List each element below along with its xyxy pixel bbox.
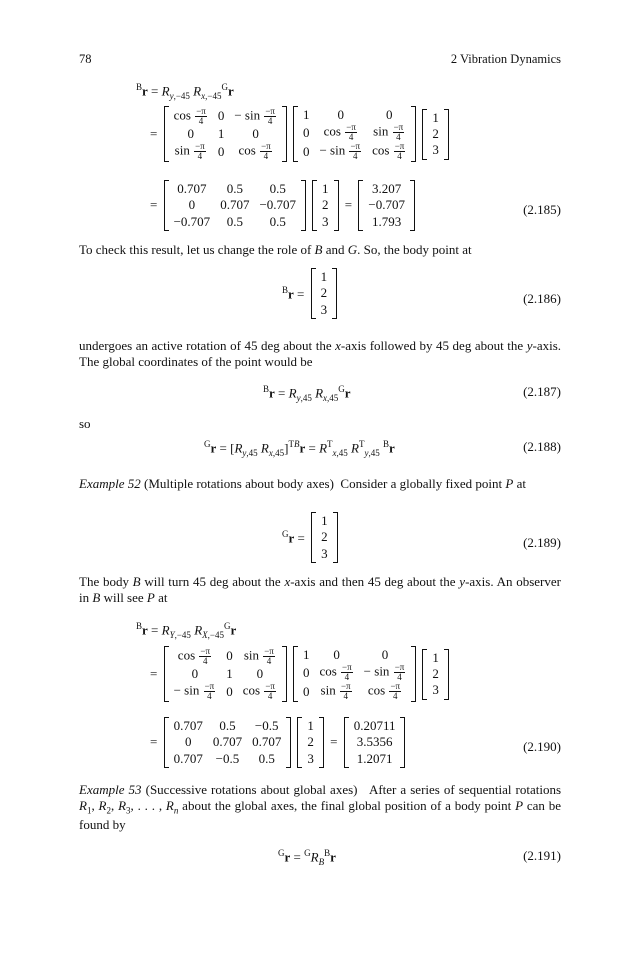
para-check-result: To check this result, let us change the role of B and G. So, the body point at (79, 242, 472, 257)
matrix-cell: 0 (217, 108, 225, 124)
matrix-cell: 1 (217, 126, 225, 141)
eq190-line2: = cos $\frac{-\pi}{4}$ 0 sin $\frac{-\pi}{4}$ 0 1 0 − sin $\frac{-\pi}{4}$ 0 cos $\frac{-\pi}{4}$ 1 0 0 0 cos $\frac{-\pi}{4}$ − sin $\frac{-\pi}{4}$ 0 sin $\frac{-\pi}{4}$ cos $\frac{-\pi}{4}$ 1 2 3 (150, 646, 452, 702)
fraction-minus-pi-over-4: $\frac{-\pi}{4}$ (346, 122, 356, 143)
matrix-cell: 0 (226, 683, 233, 699)
eq190-vector (422, 649, 449, 700)
matrix-cell: 0 (256, 666, 264, 681)
matrix-cell: −0.707 (259, 197, 297, 213)
matrix-cell: 3 (307, 750, 314, 766)
matrix-cell: 0 (226, 648, 233, 664)
eq189-vector (311, 512, 338, 563)
eq190-numeric-matrix (164, 717, 292, 768)
para-body-turn: The body B will turn 45 deg about the x-axis and then 45 deg about the y-axis. An observer in B will see P at (79, 574, 561, 606)
eq189-number: (2.189) (523, 535, 561, 550)
matrix-cell: 0.5 (219, 718, 236, 733)
eq185-result (358, 180, 415, 231)
eq191-number: (2.191) (523, 848, 561, 863)
matrix-cell: 2 (321, 529, 328, 545)
fraction-minus-pi-over-4: $\frac{-\pi}{4}$ (195, 141, 205, 162)
matrix-cell: 0 (252, 126, 259, 141)
matrix-cell: 0.707 (252, 734, 282, 750)
fraction-minus-pi-over-4: $\frac{-\pi}{4}$ (261, 141, 271, 162)
matrix-cell: cos $\frac{-\pi}{4}$ (173, 106, 206, 126)
example-52: Example 52 (Multiple rotations about body axes) Consider a globally fixed point P at (79, 476, 527, 491)
matrix-cell: 1 (432, 649, 439, 665)
matrix-cell: cos $\frac{-\pi}{4}$ (177, 646, 211, 666)
matrix-cell: −0.5 (215, 750, 240, 766)
eq189: $^G$r = 1 2 3 (282, 512, 341, 563)
eq185-matrix-ry (164, 106, 287, 162)
example-52-title: (Multiple rotations about body axes) (143, 476, 334, 491)
fraction-minus-pi-over-4: $\frac{-\pi}{4}$ (350, 141, 361, 162)
matrix-cell: 0 (302, 143, 310, 159)
matrix-cell: sin $\frac{-\pi}{4}$ (373, 122, 404, 143)
matrix-cell: 3.5356 (356, 734, 393, 750)
fraction-minus-pi-over-4: $\frac{-\pi}{4}$ (393, 122, 404, 143)
matrix-cell: 1.793 (372, 213, 402, 229)
matrix-cell: 1.2071 (356, 750, 393, 766)
matrix-cell: 0 (217, 143, 225, 159)
eq186: $^B$r = 1 2 3 (282, 268, 340, 319)
eq187-number: (2.187) (523, 384, 561, 399)
matrix-cell: −0.707 (368, 197, 405, 213)
fraction-minus-pi-over-4: $\frac{-\pi}{4}$ (394, 662, 405, 683)
eq185-line1: $^Br = R_{y,-45}$ $R_{x,-45}^Gr$ (136, 82, 234, 101)
eq185-matrix-rx (293, 106, 416, 162)
matrix-cell: 0.707 (212, 734, 243, 750)
matrix-cell: sin $\frac{-\pi}{4}$ (174, 141, 205, 162)
eq187: $^Br = R_{y,45}$ $R_{x,45}^Gr$ (263, 384, 351, 403)
matrix-cell: 0.707 (173, 750, 203, 766)
fraction-minus-pi-over-4: $\frac{-\pi}{4}$ (265, 681, 275, 702)
matrix-cell: 1 (302, 107, 310, 122)
fraction-minus-pi-over-4: $\frac{-\pi}{4}$ (342, 662, 352, 683)
matrix-cell: 3 (432, 682, 439, 698)
eq185-numeric-matrix (164, 180, 306, 231)
matrix-cell: 1 (320, 269, 328, 284)
eq191: $^Gr = ^GR_B^Br$ (278, 848, 336, 867)
matrix-cell: 3 (321, 545, 328, 561)
matrix-cell: 0.707 (177, 181, 207, 196)
matrix-cell: 0 (381, 647, 389, 662)
matrix-cell: 0 (184, 734, 192, 750)
matrix-cell: 3.207 (372, 181, 402, 196)
running-title: 2 Vibration Dynamics (450, 52, 561, 66)
matrix-cell: − sin $\frac{-\pi}{4}$ (234, 106, 275, 126)
para-active-rotation: undergoes an active rotation of 45 deg about the x-axis followed by 45 deg about the y-axis. The global coordinates of the point would be (79, 338, 562, 370)
matrix-cell: sin $\frac{-\pi}{4}$ (243, 646, 274, 666)
fraction-minus-pi-over-4: $\frac{-\pi}{4}$ (390, 681, 401, 702)
matrix-cell: cos $\frac{-\pi}{4}$ (367, 681, 401, 702)
matrix-cell: 3 (322, 213, 329, 229)
matrix-cell: 0 (333, 647, 340, 662)
matrix-cell: sin $\frac{-\pi}{4}$ (320, 681, 351, 702)
fraction-minus-pi-over-4: $\frac{-\pi}{4}$ (200, 646, 211, 666)
matrix-cell: 0 (302, 124, 310, 140)
matrix-cell: 0 (188, 197, 196, 213)
eq190-number: (2.190) (523, 739, 561, 754)
matrix-cell: 1 (322, 181, 329, 196)
matrix-cell: 2 (432, 666, 439, 681)
matrix-cell: 1 (321, 513, 328, 528)
example-52-label: Example 52 (79, 476, 141, 491)
matrix-cell: 0.5 (258, 750, 275, 766)
matrix-cell: −0.5 (254, 718, 279, 733)
fraction-minus-pi-over-4: $\frac{-\pi}{4}$ (204, 681, 215, 702)
matrix-cell: 0.707 (173, 718, 203, 733)
fraction-minus-pi-over-4: $\frac{-\pi}{4}$ (340, 681, 351, 702)
matrix-cell: cos $\frac{-\pi}{4}$ (319, 662, 352, 683)
matrix-cell: 1 (307, 718, 314, 733)
matrix-cell: 0 (385, 107, 393, 122)
example-53: Example 53 (Successive rotations about global axes) After a series of sequential rotations $R_1$, $R_2$, $R_3$, . . . , $R_n$ about the global axes, the final global position of a body point P can be found by (79, 782, 562, 833)
matrix-cell: 0.20711 (353, 718, 396, 733)
matrix-cell: 3 (432, 142, 439, 158)
eq186-number: (2.186) (523, 291, 561, 306)
fraction-minus-pi-over-4: $\frac{-\pi}{4}$ (265, 106, 275, 126)
example-53-title: (Successive rotations about global axes) (145, 782, 358, 797)
eq188-number: (2.188) (523, 439, 561, 454)
matrix-cell: cos $\frac{-\pi}{4}$ (242, 681, 275, 702)
matrix-cell: 0.707 (220, 197, 250, 213)
eq190-result (344, 717, 406, 768)
eq185-number: (2.185) (523, 202, 561, 217)
eq186-vector (311, 268, 338, 319)
matrix-cell: 2 (322, 197, 329, 213)
matrix-cell: 1 (302, 647, 310, 662)
matrix-cell: 0 (302, 683, 310, 699)
matrix-cell: 0 (302, 664, 310, 680)
matrix-cell: 2 (320, 285, 328, 301)
eq190-line1: $^Br = R_{Y,-45}$ $R_{X,-45}^Gr$ (136, 621, 237, 640)
matrix-cell: 0.5 (269, 213, 286, 229)
eq190-vector-2 (297, 717, 324, 768)
eq188: $^Gr = [R_{y,45}$ $R_{x,45}]^{TB}r = R^T_{x,45}$ $R^T_{y,45}$ $^B$r (204, 439, 395, 458)
matrix-cell: 0.5 (226, 213, 243, 229)
eq190-matrix-ry (164, 646, 287, 702)
eq190-line3: = 0.707 0.5 −0.5 0 0.707 0.707 0.707 −0.5 0.5 1 2 3 = 0.20711 3.5356 1.2071 (150, 717, 408, 768)
matrix-cell: 0.5 (269, 181, 286, 196)
matrix-cell: cos $\frac{-\pi}{4}$ (323, 122, 356, 143)
example-53-label: Example 53 (79, 782, 142, 797)
fraction-minus-pi-over-4: $\frac{-\pi}{4}$ (196, 106, 206, 126)
fraction-minus-pi-over-4: $\frac{-\pi}{4}$ (264, 646, 274, 666)
matrix-cell: 0 (191, 666, 199, 681)
eq185-line2: = cos $\frac{-\pi}{4}$ 0 − sin $\frac{-\pi}{4}$ 0 1 0 sin $\frac{-\pi}{4}$ 0 cos $\frac{-\pi}{4}$ 1 0 0 0 cos $\frac{-\pi}{4}$ sin $\frac{-\pi}{4}$ 0 − sin $\frac{-\pi}{4}$ cos $\frac{-\pi}{4}$ 1 2 3 (150, 106, 452, 162)
matrix-cell: 0 (337, 107, 345, 122)
fraction-minus-pi-over-4: $\frac{-\pi}{4}$ (394, 141, 405, 162)
matrix-cell: cos $\frac{-\pi}{4}$ (372, 141, 405, 162)
matrix-cell: 0.5 (226, 181, 243, 196)
eq190-matrix-rx (293, 646, 416, 702)
matrix-cell: −0.707 (173, 213, 211, 229)
matrix-cell: − sin $\frac{-\pi}{4}$ (363, 662, 405, 683)
eq185-vector-2 (312, 180, 339, 231)
matrix-cell: 1 (432, 109, 439, 125)
eq185-line3: = 0.707 0.5 0.5 0 0.707 −0.707 −0.707 0.5 0.5 1 2 3 = 3.207 −0.707 1.793 (150, 180, 418, 231)
page-number: 78 (79, 52, 92, 66)
matrix-cell: − sin $\frac{-\pi}{4}$ (173, 681, 215, 702)
eq185-vector (422, 109, 449, 160)
para-so: so (79, 416, 91, 431)
matrix-cell: 1 (226, 666, 233, 681)
matrix-cell: cos $\frac{-\pi}{4}$ (238, 141, 271, 162)
matrix-cell: 2 (432, 126, 439, 141)
matrix-cell: 0 (187, 126, 194, 141)
matrix-cell: 3 (320, 301, 328, 317)
matrix-cell: 2 (307, 734, 314, 750)
matrix-cell: − sin $\frac{-\pi}{4}$ (319, 141, 361, 162)
